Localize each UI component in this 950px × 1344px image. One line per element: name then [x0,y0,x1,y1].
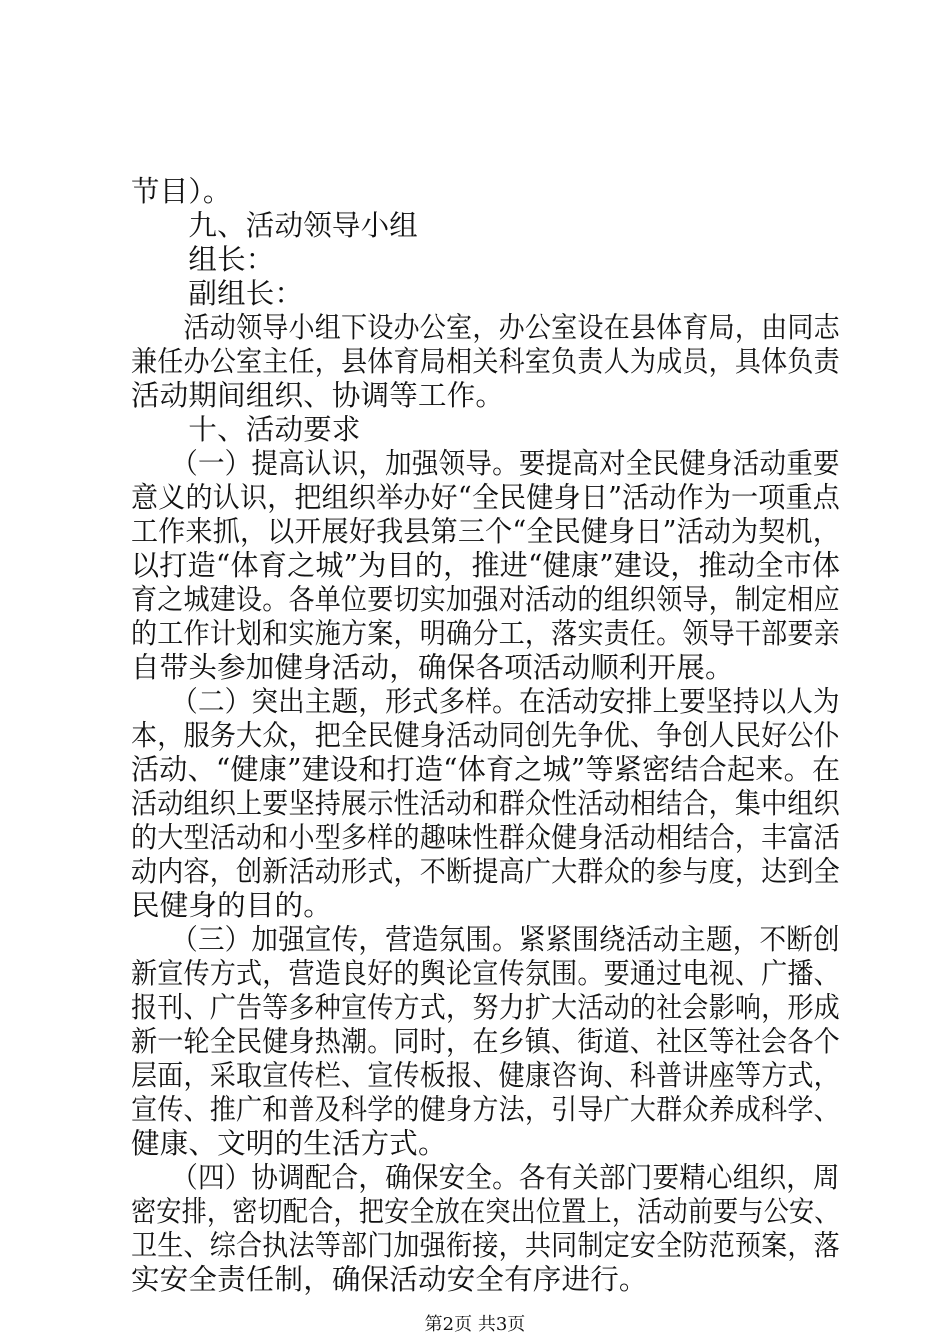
body-line: 健康、文明的生活方式。 [131,1127,447,1160]
body-line: 新一轮全民健身热潮。同时，在乡镇、街道、社区等社会各个 [131,1025,840,1058]
body-line: 的工作计划和实施方案，明确分工，落实责任。领导干部要亲 [131,617,840,650]
body-line: 活动、“健康”建设和打造“体育之城”等紧密结合起来。在 [131,753,841,786]
body-line: 密安排，密切配合，把安全放在突出位置上，活动前要与公安、 [131,1195,840,1228]
body-line: 实安全责任制，确保活动安全有序进行。 [131,1263,648,1296]
body-line: 宣传、推广和普及科学的健身方法，引导广大群众养成科学、 [131,1093,840,1126]
body-line: （一）提高认识，加强领导。要提高对全民健身活动重要 [131,447,840,480]
body-line: 组长： [131,243,275,276]
page-footer [0,1314,950,1336]
body-line: 意义的认识，把组织举办好“全民健身日”活动作为一项重点 [131,481,841,514]
body-line: 报刊、广告等多种宣传方式，努力扩大活动的社会影响，形成 [131,991,840,1024]
body-line: 自带头参加健身活动，确保各项活动顺利开展。 [131,651,734,684]
body-line: 新宣传方式，营造良好的舆论宣传氛围。要通过电视、广播、 [131,957,840,990]
body-line: 育之城建设。各单位要切实加强对活动的组织领导，制定相应 [131,583,840,616]
body-line: 卫生、综合执法等部门加强衔接，共同制定安全防范预案，落 [131,1229,840,1262]
page-number-label: 第2页 共3页 [424,1314,526,1335]
body-line: 活动期间组织、协调等工作。 [131,379,505,412]
body-line: 以打造“体育之城”为目的，推进“健康”建设，推动全市体 [131,549,841,582]
body-line: （二）突出主题，形式多样。在活动安排上要坚持以人为 [131,685,840,718]
body-line: 活动领导小组下设办公室，办公室设在县体育局，由同志 [131,311,840,344]
body-line: 动内容，创新活动形式，不断提高广大群众的参与度，达到全 [131,855,840,888]
body-line: 本，服务大众，把全民健身活动同创先争优、争创人民好公仆 [131,719,840,752]
section-heading: 九、活动领导小组 [131,209,419,242]
body-line: 民健身的目的。 [131,889,332,922]
section-heading: 十、活动要求 [131,413,361,446]
body-line: 活动组织上要坚持展示性活动和群众性活动相结合，集中组织 [131,787,840,820]
body-line: （三）加强宣传，营造氛围。紧紧围绕活动主题，不断创 [131,923,840,956]
body-line: 工作来抓，以开展好我县第三个“全民健身日”活动为契机， [131,515,841,548]
body-line: 层面，采取宣传栏、宣传板报、健康咨询、科普讲座等方式， [131,1059,840,1092]
body-line: 节目）。 [131,175,232,208]
body-line: 兼任办公室主任，县体育局相关科室负责人为成员，具体负责 [131,345,840,378]
body-line: 副组长： [131,277,304,310]
body-line: （四）协调配合，确保安全。各有关部门要精心组织，周 [131,1161,840,1194]
body-line: 的大型活动和小型多样的趣味性群众健身活动相结合，丰富活 [131,821,840,854]
